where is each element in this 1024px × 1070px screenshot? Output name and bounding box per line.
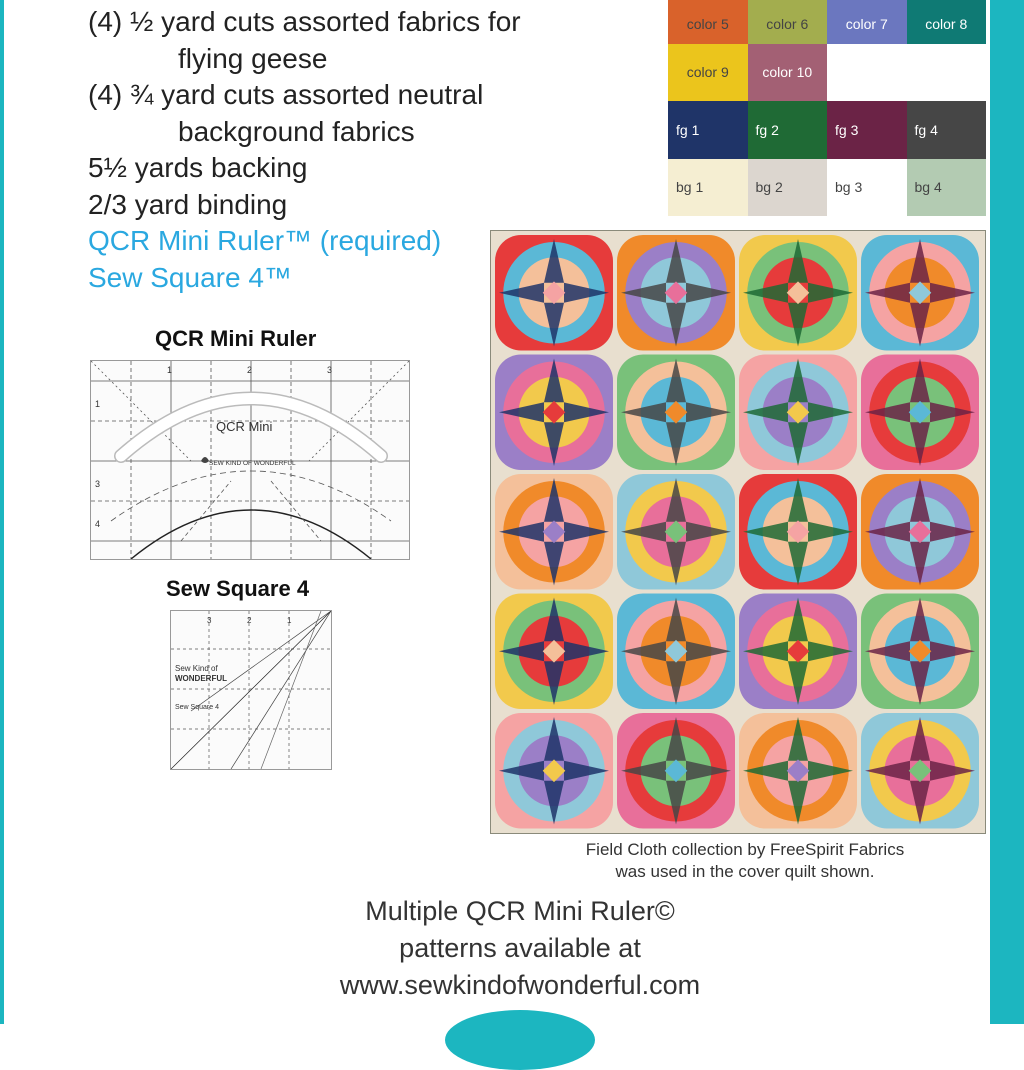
sew-square-brand-line2: WONDERFUL xyxy=(175,674,227,683)
caption-line-1: Field Cloth collection by FreeSpirit Fabrics xyxy=(585,840,905,859)
swatch-bg-2: bg 2 xyxy=(748,159,828,217)
qcr-mini-ruler-drawing xyxy=(91,361,409,559)
swatch-bg-3: bg 3 xyxy=(827,159,907,217)
supply-backing: 5½ yards backing xyxy=(88,152,308,183)
sew-square-brand-line1: Sew Kind of xyxy=(175,664,218,673)
caption-line-2: was used in the cover quilt shown. xyxy=(615,862,875,881)
swatch-blank-7 xyxy=(907,44,987,102)
svg-text:1: 1 xyxy=(167,365,173,375)
quilt-block xyxy=(495,355,613,471)
pattern-promo xyxy=(260,893,780,1004)
supply-flying-geese-cont: flying geese xyxy=(178,42,328,74)
quilt-block xyxy=(617,474,735,590)
svg-text:2: 2 xyxy=(247,616,252,625)
swatch-color-9: color 9 xyxy=(668,44,748,102)
quilt-block xyxy=(495,594,613,710)
svg-text:4: 4 xyxy=(95,519,101,529)
qcr-mini-ruler-title: QCR Mini Ruler xyxy=(155,326,317,351)
quilt-block xyxy=(617,355,735,471)
qcr-mini-ruler-image xyxy=(90,360,410,560)
quilt-block xyxy=(739,713,857,829)
swatch-color-8: color 8 xyxy=(907,0,987,44)
swatch-fg-3: fg 3 xyxy=(827,101,907,159)
sew-square-ruler-image xyxy=(170,610,332,770)
quilt-block xyxy=(617,594,735,710)
quilt-block xyxy=(739,594,857,710)
svg-text:2: 2 xyxy=(247,365,253,375)
quilt-block xyxy=(495,235,613,351)
quilt-block xyxy=(861,235,979,351)
swatch-color-7: color 7 xyxy=(827,0,907,44)
fabric-swatch-grid xyxy=(668,0,986,216)
quilt-block xyxy=(739,355,857,471)
quilt-block xyxy=(861,713,979,829)
qcr-mini-ruler-link[interactable]: QCR Mini Ruler™ (required) xyxy=(88,225,442,256)
quilt-block xyxy=(495,474,613,590)
website-link[interactable]: www.sewkindofwonderful.com xyxy=(339,970,701,1000)
sew-square-link[interactable]: Sew Square 4™ xyxy=(88,261,292,293)
sew-square-name: Sew Square 4 xyxy=(175,704,219,711)
supply-background: (4) ¾ yard cuts assorted neutral xyxy=(88,79,484,110)
qcr-mini-ruler-brand: SEW KIND OF WONDERFUL xyxy=(209,460,296,467)
supply-background-cont: background fabrics xyxy=(178,115,415,147)
promo-line-2: patterns available at xyxy=(399,933,641,963)
swatch-bg-1: bg 1 xyxy=(668,159,748,217)
swatch-color-5: color 5 xyxy=(668,0,748,44)
right-frame-strip xyxy=(990,0,1024,1024)
photo-caption xyxy=(505,839,985,883)
supply-list xyxy=(88,4,521,296)
swatch-bg-4: bg 4 xyxy=(907,159,987,217)
swatch-fg-4: fg 4 xyxy=(907,101,987,159)
swatch-color-10: color 10 xyxy=(748,44,828,102)
quilt-photo xyxy=(490,230,986,834)
svg-text:1: 1 xyxy=(287,616,292,625)
frame-inner-line xyxy=(986,0,990,1024)
quilt-block xyxy=(739,474,857,590)
quilt-drawing xyxy=(491,231,985,833)
quilt-block xyxy=(861,594,979,710)
swatch-color-6: color 6 xyxy=(748,0,828,44)
left-frame-strip xyxy=(0,0,4,1024)
supply-binding: 2/3 yard binding xyxy=(88,188,288,220)
qcr-mini-ruler-name: QCR Mini xyxy=(216,419,273,434)
quilt-block xyxy=(739,235,857,351)
svg-text:3: 3 xyxy=(327,365,333,375)
swatch-fg-2: fg 2 xyxy=(748,101,828,159)
quilt-block xyxy=(861,355,979,471)
supply-flying-geese: (4) ½ yard cuts assorted fabrics for xyxy=(88,6,521,37)
sew-square-title: Sew Square 4 xyxy=(166,576,310,601)
bottom-decorative-arc xyxy=(445,1010,595,1070)
quilt-block xyxy=(617,235,735,351)
svg-text:3: 3 xyxy=(95,479,101,489)
svg-text:1: 1 xyxy=(95,399,101,409)
quilt-block xyxy=(617,713,735,829)
sew-square-ruler-drawing xyxy=(171,611,331,769)
svg-text:3: 3 xyxy=(207,616,212,625)
promo-line-1: Multiple QCR Mini Ruler© xyxy=(365,896,675,926)
quilt-block xyxy=(495,713,613,829)
swatch-blank-6 xyxy=(827,44,907,102)
swatch-fg-1: fg 1 xyxy=(668,101,748,159)
quilt-block xyxy=(861,474,979,590)
